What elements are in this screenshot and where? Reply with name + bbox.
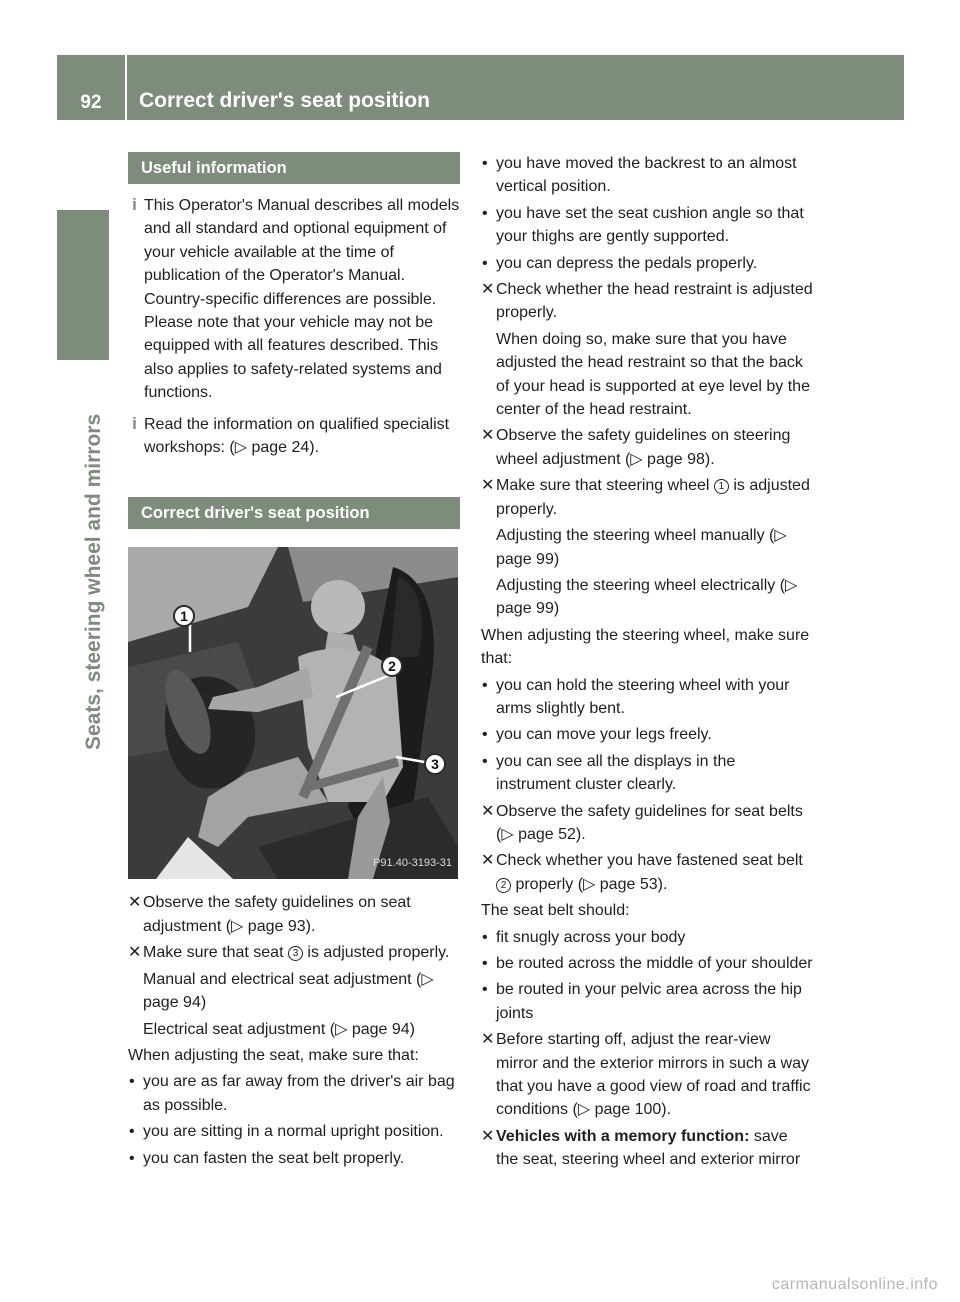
step-belt-pre: Check whether you have fastened seat belt	[496, 852, 803, 870]
header-divider	[125, 55, 127, 120]
bullet-icon: •	[482, 726, 488, 744]
step-steering-adjusted	[481, 474, 813, 521]
info-icon: i	[132, 195, 137, 214]
list-item-text: you have moved the backrest to an almost vertical position.	[496, 155, 797, 196]
list-item-text: fit snugly across your body	[496, 928, 686, 946]
bullet-icon: •	[482, 676, 488, 694]
action-arrow-icon: ✕	[481, 852, 495, 870]
callout-number-2: 2	[496, 878, 511, 893]
list-item-text: be routed in your pelvic area across the hip joints	[496, 981, 802, 1022]
list-item-text: you can depress the pedals properly.	[496, 254, 758, 272]
right-column	[481, 152, 813, 1172]
list-item-text: you can hold the steering wheel with your arms slightly bent.	[496, 676, 790, 717]
step-seat-pre: Make sure that seat	[143, 944, 284, 962]
page-number: 92	[80, 92, 102, 113]
step-belt-fastened	[481, 849, 813, 896]
callout-number-3: 3	[288, 946, 303, 961]
bullet-icon: •	[482, 955, 488, 972]
memory-function-text: save the seat, steering wheel and exterior mirror	[496, 1127, 801, 1169]
step-seat-adjusted	[128, 941, 460, 964]
step-memory-function	[481, 1125, 813, 1172]
bullet-icon: •	[482, 928, 488, 946]
list-item	[481, 202, 813, 249]
list-item	[481, 978, 813, 1025]
action-arrow-icon: ✕	[481, 802, 495, 820]
list-item	[128, 1070, 460, 1117]
list-item	[481, 252, 813, 275]
head-restraint-note: When doing so, make sure that you have adjusted the head restraint so that the back of your head is supported at eye level by the center of the head restraint.	[496, 330, 810, 419]
info-note-1-text: This Operator's Manual describes all models and all standard and optional equipment of your vehicle available at the time of publication of the Operator's Manual. Country-specific differences are possible. Please note that your vehicle may not be equipped with all features described. This also applies to safety-related systems and functions.	[144, 197, 460, 402]
step-seat-guidelines-text: Observe the safety guidelines on seat adjustment (▷ page 93).	[143, 894, 411, 935]
info-note-2	[128, 413, 460, 460]
side-tab-block	[57, 210, 109, 360]
list-item-text: you can move your legs freely.	[496, 726, 712, 744]
action-arrow-icon: ✕	[481, 1127, 495, 1145]
bullet-icon: •	[482, 155, 488, 172]
figure-code: P91.40-3193-31	[373, 857, 452, 870]
callout-number-1: 1	[714, 479, 729, 494]
info-note-2-text: Read the information on qualified specialist workshops: (▷ page 24).	[144, 415, 450, 457]
steering-electric-ref: Adjusting the steering wheel electrically (▷ page 99)	[496, 576, 798, 618]
seat-adjust-ref-2: Electrical seat adjustment (▷ page 94)	[143, 1020, 415, 1038]
action-arrow-icon: ✕	[481, 281, 495, 299]
step-belt-guidelines	[481, 800, 813, 847]
bullet-icon: •	[482, 204, 488, 222]
seat-adjust-ref-1: Manual and electrical seat adjustment (▷ page 94)	[143, 970, 434, 1012]
useful-information-heading: Useful information	[128, 152, 460, 184]
bullet-icon: •	[129, 1123, 135, 1141]
side-tab-label: Seats, steering wheel and mirrors	[82, 413, 105, 750]
left-column	[128, 152, 460, 1170]
step-steering-post: is adjusted properly.	[496, 477, 810, 518]
list-item	[481, 952, 813, 975]
action-arrow-icon: ✕	[481, 427, 495, 445]
step-steering-pre: Make sure that steering wheel	[496, 477, 710, 495]
step-belt-guidelines-text: Observe the safety guidelines for seat belts (▷ page 52).	[496, 802, 803, 843]
step-head-restraint	[481, 278, 813, 325]
list-item-text: you are as far away from the driver's air bag as possible.	[143, 1073, 455, 1114]
callout-seat-belt: 2	[381, 655, 403, 677]
seat-position-figure	[128, 547, 458, 879]
step-mirrors-text: Before starting off, adjust the rear-view mirror and the exterior mirrors in such a way that you have a good view of road and traffic conditions (▷ page 100).	[496, 1031, 811, 1119]
list-item-text: you are sitting in a normal upright position.	[143, 1123, 444, 1141]
action-arrow-icon: ✕	[128, 944, 142, 962]
step-steering-guidelines-text: Observe the safety guidelines on steering wheel adjustment (▷ page 98).	[496, 427, 791, 468]
list-item	[481, 152, 813, 199]
list-item	[481, 723, 813, 746]
driver-seat-illustration	[128, 547, 458, 879]
bullet-icon: •	[482, 254, 488, 272]
list-item	[481, 926, 813, 949]
steering-intro: When adjusting the steering wheel, make sure that:	[481, 626, 810, 668]
step-mirrors	[481, 1028, 813, 1122]
step-steering-guidelines	[481, 424, 813, 471]
section-heading: Correct driver's seat position	[128, 497, 460, 529]
list-item	[481, 674, 813, 721]
list-item-text: you can see all the displays in the instrument cluster clearly.	[496, 752, 736, 794]
list-item	[481, 750, 813, 797]
info-note-1	[128, 194, 460, 405]
bullet-icon: •	[482, 981, 488, 999]
bullet-icon: •	[129, 1149, 135, 1167]
bullet-icon: •	[129, 1073, 135, 1091]
step-head-restraint-text: Check whether the head restraint is adjusted properly.	[496, 281, 813, 322]
bullet-icon: •	[482, 752, 488, 770]
step-belt-post: properly (▷ page 53).	[515, 875, 668, 893]
action-arrow-icon: ✕	[481, 477, 495, 495]
watermark: carmanualsonline.info	[771, 1276, 938, 1293]
list-item	[128, 1147, 460, 1170]
action-arrow-icon: ✕	[481, 1031, 495, 1049]
step-seat-post: is adjusted properly.	[307, 944, 450, 962]
callout-steering-wheel: 1	[173, 605, 195, 627]
action-arrow-icon: ✕	[128, 894, 142, 912]
seat-intro: When adjusting the seat, make sure that:	[128, 1046, 419, 1064]
list-item-text: be routed across the middle of your shoulder	[496, 955, 813, 972]
callout-seat: 3	[424, 753, 446, 775]
list-item-text: you can fasten the seat belt properly.	[143, 1149, 405, 1167]
list-item-text: you have set the seat cushion angle so that your thighs are gently supported.	[496, 204, 804, 246]
info-icon: i	[132, 413, 137, 433]
header-bar	[57, 55, 904, 120]
memory-function-label: Vehicles with a memory function:	[496, 1127, 750, 1145]
list-item	[128, 1120, 460, 1143]
belt-intro: The seat belt should:	[481, 902, 630, 920]
running-title: Correct driver's seat position	[139, 89, 430, 112]
step-seat-guidelines	[128, 891, 460, 938]
steering-manual-ref: Adjusting the steering wheel manually (▷ page 99)	[496, 527, 787, 568]
